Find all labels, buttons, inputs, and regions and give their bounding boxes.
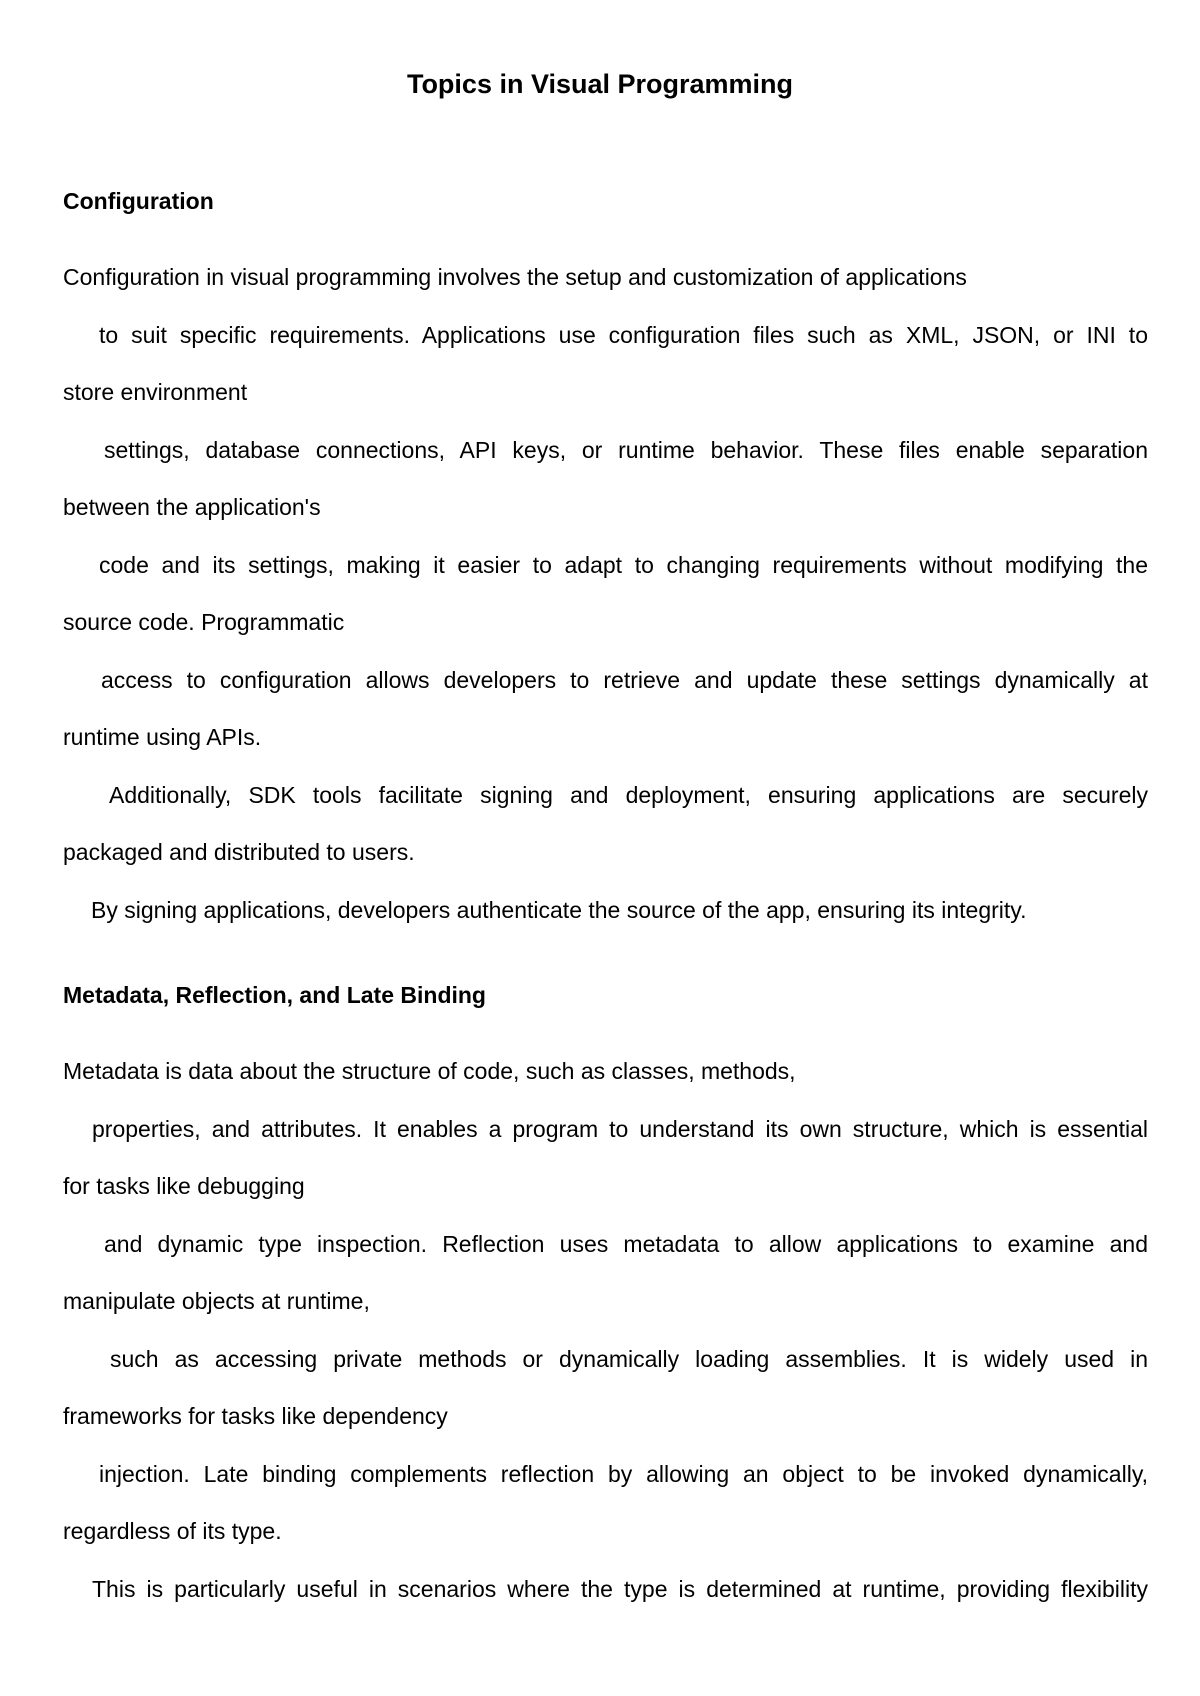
paragraph-line: Additionally, SDK tools facilitate signing and deployment, ensuring applications are securely <box>109 782 1148 808</box>
document-title: Topics in Visual Programming <box>406 69 794 99</box>
paragraph-line: settings, database connections, API keys, or runtime behavior. These files enable separation <box>104 437 1148 463</box>
paragraph-line: for tasks like debugging <box>63 1173 305 1199</box>
paragraph-line: between the application's <box>63 494 321 520</box>
section-heading-metadata-reflection-late-binding: Metadata, Reflection, and Late Binding <box>63 982 486 1008</box>
paragraph-line: store environment <box>63 379 248 405</box>
paragraph-line: This is particularly useful in scenarios where the type is determined at runtime, providing flexibility <box>92 1576 1148 1602</box>
paragraph-line: Configuration in visual programming involves the setup and customization of applications <box>63 264 967 290</box>
paragraph-line: runtime using APIs. <box>63 724 262 750</box>
paragraph-line: code and its settings, making it easier to adapt to changing requirements without modifying the <box>99 552 1148 578</box>
paragraph-line: regardless of its type. <box>63 1518 282 1544</box>
paragraph-line: frameworks for tasks like dependency <box>63 1403 448 1429</box>
paragraph-line: to suit specific requirements. Applications use configuration files such as XML, JSON, or INI to <box>99 322 1148 348</box>
paragraph-line: source code. Programmatic <box>63 609 345 635</box>
paragraph-line: and dynamic type inspection. Reflection uses metadata to allow applications to examine and <box>104 1231 1148 1257</box>
paragraph-line: injection. Late binding complements reflection by allowing an object to be invoked dynamically, <box>99 1461 1148 1487</box>
paragraph-line: such as accessing private methods or dynamically loading assemblies. It is widely used in <box>110 1346 1148 1372</box>
paragraph-line: access to configuration allows developers to retrieve and update these settings dynamically at <box>101 667 1148 693</box>
paragraph-line: manipulate objects at runtime, <box>63 1288 370 1314</box>
section-heading-configuration: Configuration <box>63 188 214 214</box>
paragraph-line: properties, and attributes. It enables a program to understand its own structure, which is essential <box>92 1116 1148 1142</box>
paragraph-line: Metadata is data about the structure of code, such as classes, methods, <box>63 1058 796 1084</box>
paragraph-line: By signing applications, developers authenticate the source of the app, ensuring its integrity. <box>91 897 1027 923</box>
paragraph-line: packaged and distributed to users. <box>63 839 415 865</box>
